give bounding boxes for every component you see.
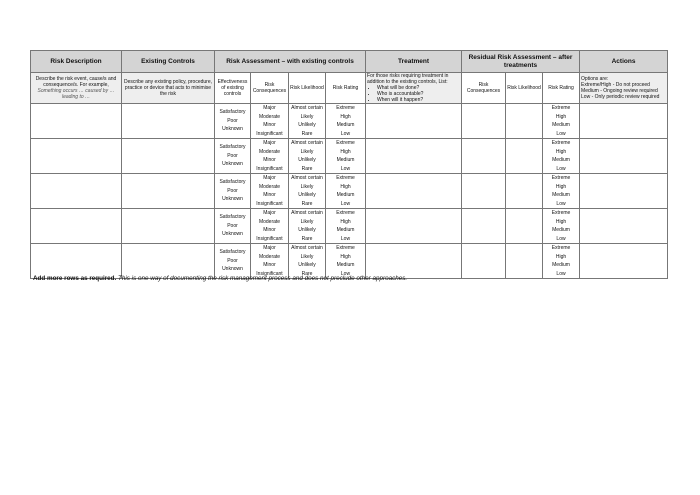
rating-cell-option[interactable]: Medium [336, 157, 355, 163]
header-existing-controls: Existing Controls [122, 51, 215, 73]
likelihood-cell[interactable] [289, 104, 326, 139]
header-actions: Actions [580, 51, 668, 73]
header-residual-risk: Residual Risk Assessment – after treatments [462, 51, 580, 73]
res-consequences-cell[interactable] [462, 104, 506, 139]
consequences-cell-option[interactable]: Insignificant [256, 270, 283, 277]
actions-cell[interactable] [580, 104, 668, 139]
likelihood-cell-option[interactable]: Unlikely [298, 192, 316, 198]
effectiveness-cell-option[interactable]: Poor [227, 187, 238, 194]
actions-cell[interactable] [580, 174, 668, 209]
rating-cell-option[interactable]: Medium [336, 227, 355, 233]
res-rating-cell-option[interactable]: Low [556, 130, 566, 137]
res-rating-cell-option[interactable]: Low [556, 235, 566, 242]
consequences-cell[interactable] [251, 174, 289, 209]
footer-bold: Add more rows as required. [33, 275, 117, 282]
treatment-item: • When will it happen? [377, 97, 460, 103]
rating-cell-option[interactable]: High [340, 218, 351, 225]
likelihood-cell-option[interactable]: Likely [300, 253, 314, 260]
rating-cell[interactable] [326, 244, 366, 279]
effectiveness-cell-option[interactable]: Satisfactory [219, 144, 246, 151]
treatment-cell[interactable] [366, 139, 462, 174]
table-row [31, 139, 668, 174]
likelihood-cell-option[interactable]: Almost certain [291, 105, 323, 111]
effectiveness-cell-option[interactable]: Satisfactory [219, 249, 246, 256]
subheader-risk-description [31, 73, 122, 104]
effectiveness-cell[interactable] [215, 174, 251, 209]
res-likelihood-cell[interactable] [506, 209, 543, 244]
effectiveness-cell-option[interactable]: Poor [227, 117, 238, 124]
consequences-cell-option[interactable]: Insignificant [256, 200, 283, 207]
effectiveness-cell-option[interactable]: Unknown [222, 126, 243, 133]
res-likelihood-cell[interactable] [506, 244, 543, 279]
subheader-rating: Risk Rating [326, 73, 366, 104]
risk-description-cell[interactable] [31, 174, 122, 209]
table-row [31, 104, 668, 139]
existing-controls-cell[interactable] [122, 104, 215, 139]
risk-register-table [30, 50, 668, 279]
subheader-actions [580, 73, 668, 104]
subheader-consequences: Risk Consequences [251, 73, 289, 104]
res-rating-cell-option[interactable]: Extreme [551, 105, 571, 111]
res-likelihood-cell[interactable] [506, 104, 543, 139]
subheader-row [31, 73, 668, 104]
likelihood-cell-option[interactable]: Likely [300, 218, 314, 225]
subheader-res-likelihood: Risk Likelihood [506, 73, 543, 104]
consequences-cell-option[interactable]: Moderate [258, 148, 281, 155]
consequences-cell[interactable] [251, 104, 289, 139]
likelihood-cell[interactable] [289, 139, 326, 174]
risk-description-hint: Describe the risk event, cause/s and consequence/s. For example, [35, 76, 117, 88]
res-rating-cell-option[interactable]: Extreme [551, 175, 571, 181]
consequences-cell-option[interactable]: Insignificant [256, 235, 283, 242]
rating-cell[interactable] [326, 139, 366, 174]
likelihood-cell-option[interactable]: Unlikely [298, 157, 316, 163]
risk-description-cell[interactable] [31, 209, 122, 244]
consequences-cell-option[interactable]: Minor [263, 227, 276, 233]
res-rating-cell-option[interactable]: Low [556, 200, 566, 207]
treatment-hint: For those risks requiring treatment in addition to the existing controls, List: [367, 73, 449, 85]
res-rating-cell[interactable] [543, 104, 580, 139]
consequences-cell-option[interactable]: Major [263, 210, 276, 216]
header-row [31, 51, 668, 73]
consequences-cell[interactable] [251, 139, 289, 174]
likelihood-cell-option[interactable]: Rare [301, 130, 313, 137]
footer-italic: This is one way of documenting the risk management process and does not preclude other approaches. [118, 275, 408, 282]
consequences-cell-option[interactable]: Major [263, 105, 276, 111]
rating-cell-option[interactable]: High [340, 148, 351, 155]
treatment-cell[interactable] [366, 209, 462, 244]
likelihood-cell-option[interactable]: Likely [300, 183, 314, 190]
res-rating-cell[interactable] [543, 244, 580, 279]
rating-cell-option[interactable]: Medium [336, 192, 355, 198]
rating-cell-option[interactable]: Extreme [336, 245, 355, 251]
res-rating-cell-option[interactable]: Medium [552, 227, 570, 233]
rating-cell-option[interactable]: Medium [336, 122, 355, 128]
actions-item: Extreme/High - Do not proceed [581, 82, 650, 88]
res-consequences-cell[interactable] [462, 174, 506, 209]
rating-cell-option[interactable]: Extreme [336, 175, 355, 181]
effectiveness-cell[interactable] [215, 209, 251, 244]
consequences-cell-option[interactable]: Moderate [258, 183, 281, 190]
effectiveness-cell-option[interactable]: Unknown [222, 196, 243, 203]
res-rating-cell-option[interactable]: Medium [552, 262, 570, 268]
effectiveness-cell-option[interactable]: Satisfactory [219, 179, 246, 186]
existing-controls-cell[interactable] [122, 244, 215, 279]
likelihood-cell-option[interactable]: Almost certain [291, 140, 323, 146]
consequences-cell[interactable] [251, 209, 289, 244]
effectiveness-cell-option[interactable]: Poor [227, 222, 238, 229]
likelihood-cell-option[interactable]: Rare [301, 235, 313, 242]
res-consequences-cell[interactable] [462, 209, 506, 244]
res-consequences-cell[interactable] [462, 244, 506, 279]
res-rating-cell-option[interactable]: Medium [552, 192, 570, 198]
effectiveness-cell-option[interactable]: Unknown [222, 231, 243, 238]
consequences-cell-option[interactable]: Minor [263, 122, 276, 128]
likelihood-cell-option[interactable]: Almost certain [291, 175, 323, 181]
risk-description-cell[interactable] [31, 104, 122, 139]
rating-cell-option[interactable]: Extreme [336, 105, 355, 111]
res-rating-cell-option[interactable]: High [555, 183, 567, 190]
res-rating-cell-option[interactable]: High [555, 253, 567, 260]
effectiveness-cell[interactable] [215, 139, 251, 174]
res-consequences-cell[interactable] [462, 139, 506, 174]
subheader-likelihood: Risk Likelihood [289, 73, 326, 104]
consequences-cell-option[interactable]: Major [263, 245, 276, 251]
res-rating-cell-option[interactable]: Low [556, 270, 566, 277]
consequences-cell-option[interactable]: Moderate [258, 113, 281, 120]
rating-cell[interactable] [326, 209, 366, 244]
consequences-cell-option[interactable]: Minor [263, 157, 276, 163]
consequences-cell-option[interactable]: Moderate [258, 253, 281, 260]
rating-cell-option[interactable]: Low [340, 165, 351, 172]
header-treatment: Treatment [366, 51, 462, 73]
subheader-treatment [366, 73, 462, 104]
consequences-cell-option[interactable]: Insignificant [256, 130, 283, 137]
table-row [31, 244, 668, 279]
res-rating-cell-option[interactable]: Medium [552, 122, 570, 128]
consequences-cell-option[interactable]: Major [263, 175, 276, 181]
likelihood-cell[interactable] [289, 244, 326, 279]
actions-cell[interactable] [580, 209, 668, 244]
rating-cell-option[interactable]: Extreme [336, 140, 355, 146]
likelihood-cell-option[interactable]: Almost certain [291, 210, 323, 216]
rating-cell-option[interactable]: High [340, 113, 351, 120]
res-rating-cell-option[interactable]: High [555, 113, 567, 120]
rating-cell-option[interactable]: Medium [336, 262, 355, 268]
rating-cell-option[interactable]: High [340, 253, 351, 260]
treatment-list [367, 85, 460, 103]
likelihood-cell[interactable] [289, 174, 326, 209]
res-rating-cell-option[interactable]: Medium [552, 157, 570, 163]
likelihood-cell-option[interactable]: Likely [300, 113, 314, 120]
likelihood-cell-option[interactable]: Likely [300, 148, 314, 155]
risk-description-cell[interactable] [31, 244, 122, 279]
actions-cell[interactable] [580, 139, 668, 174]
consequences-cell-option[interactable]: Insignificant [256, 165, 283, 172]
likelihood-cell-option[interactable]: Almost certain [291, 245, 323, 251]
effectiveness-cell-option[interactable]: Satisfactory [219, 109, 246, 116]
consequences-cell-option[interactable]: Moderate [258, 218, 281, 225]
res-likelihood-cell[interactable] [506, 139, 543, 174]
likelihood-cell-option[interactable]: Rare [301, 270, 313, 277]
existing-controls-cell[interactable] [122, 139, 215, 174]
actions-item: Low - Only periodic review required [581, 94, 660, 100]
existing-controls-cell[interactable] [122, 174, 215, 209]
likelihood-cell-option[interactable]: Unlikely [298, 262, 316, 268]
treatment-cell[interactable] [366, 174, 462, 209]
effectiveness-cell-option[interactable]: Unknown [222, 161, 243, 168]
rating-cell-option[interactable]: High [340, 183, 351, 190]
res-rating-cell-option[interactable]: Extreme [551, 245, 571, 251]
header-risk-description: Risk Description [31, 51, 122, 73]
rating-cell-option[interactable]: Low [340, 130, 351, 137]
rating-cell-option[interactable]: Low [340, 235, 351, 242]
res-rating-cell[interactable] [543, 139, 580, 174]
consequences-cell[interactable] [251, 244, 289, 279]
treatment-item: • What will be done? [377, 85, 460, 91]
effectiveness-cell-option[interactable]: Satisfactory [219, 214, 246, 221]
treatment-cell[interactable] [366, 244, 462, 279]
treatment-cell[interactable] [366, 104, 462, 139]
risk-description-cell[interactable] [31, 139, 122, 174]
subheader-res-rating: Risk Rating [543, 73, 580, 104]
effectiveness-cell-option[interactable]: Poor [227, 257, 238, 264]
rating-cell-option[interactable]: Low [340, 200, 351, 207]
rating-cell-option[interactable]: Low [340, 270, 351, 277]
likelihood-cell-option[interactable]: Rare [301, 165, 313, 172]
table-row [31, 174, 668, 209]
likelihood-cell-option[interactable]: Rare [301, 200, 313, 207]
likelihood-cell[interactable] [289, 209, 326, 244]
rating-cell-option[interactable]: Extreme [336, 210, 355, 216]
res-rating-cell-option[interactable]: High [555, 218, 567, 225]
res-rating-cell-option[interactable]: High [555, 148, 567, 155]
subheader-existing-controls: Describe any existing policy, procedure, practice or device that acts to minimise the risk [122, 73, 215, 104]
res-likelihood-cell[interactable] [506, 174, 543, 209]
effectiveness-cell-option[interactable]: Poor [227, 152, 238, 159]
effectiveness-cell[interactable] [215, 244, 251, 279]
consequences-cell-option[interactable]: Major [263, 140, 276, 146]
res-rating-cell-option[interactable]: Extreme [551, 210, 571, 216]
existing-controls-cell[interactable] [122, 209, 215, 244]
res-rating-cell[interactable] [543, 209, 580, 244]
actions-item: Medium - Ongoing review required [581, 88, 658, 94]
footer-note [33, 275, 407, 282]
likelihood-cell-option[interactable]: Unlikely [298, 227, 316, 233]
risk-description-example: Something occurs … caused by … leading to … [37, 88, 115, 100]
rating-cell[interactable] [326, 174, 366, 209]
actions-hint: Options are: [581, 76, 609, 82]
rating-cell[interactable] [326, 104, 366, 139]
likelihood-cell-option[interactable]: Unlikely [298, 122, 316, 128]
consequences-cell-option[interactable]: Minor [263, 192, 276, 198]
effectiveness-cell[interactable] [215, 104, 251, 139]
subheader-res-consequences: Risk Consequences [462, 73, 506, 104]
effectiveness-cell-option[interactable]: Unknown [222, 266, 243, 273]
actions-cell[interactable] [580, 244, 668, 279]
res-rating-cell[interactable] [543, 174, 580, 209]
subheader-effectiveness: Effectiveness of existing controls [215, 73, 251, 104]
consequences-cell-option[interactable]: Minor [263, 262, 276, 268]
treatment-item: • Who is accountable? [377, 91, 460, 97]
header-risk-assessment: Risk Assessment – with existing controls [215, 51, 366, 73]
res-rating-cell-option[interactable]: Extreme [551, 140, 571, 146]
res-rating-cell-option[interactable]: Low [556, 165, 566, 172]
table-row [31, 209, 668, 244]
